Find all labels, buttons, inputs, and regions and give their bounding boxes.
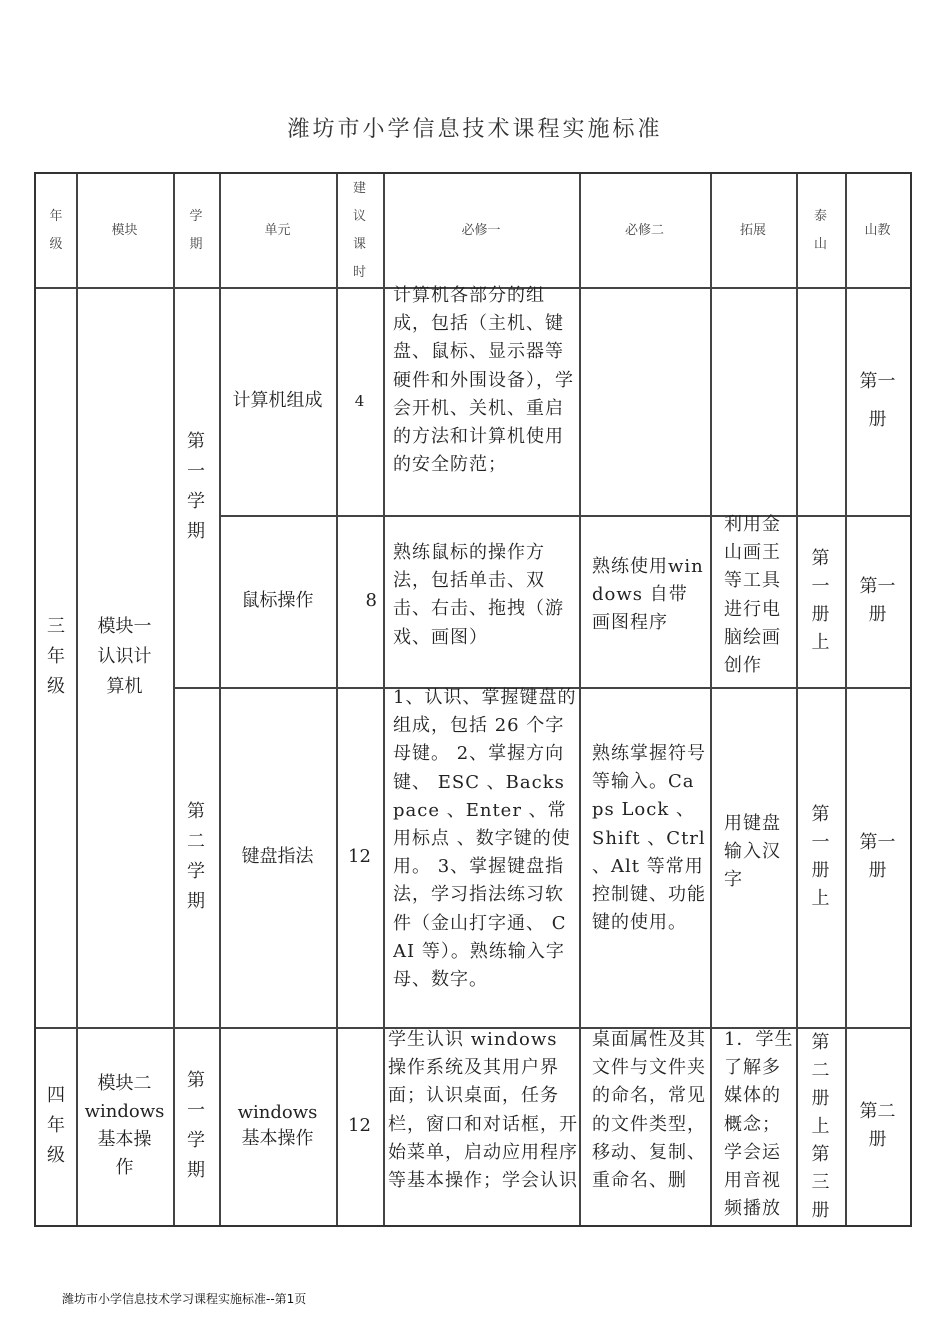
req1-text: 1、认识、掌握键盘的组成，包括 26 个字母键。 2、掌握方向键、 ESC 、Backspace 、Enter 、常用标点 、数字键的使用。 3、掌握键盘指法，学习指法练习软件（金山打字通、 CAI 等）。熟练输入字母、数字。: [393, 687, 577, 991]
req1-text: 计算机各部分的组成，包括（主机、键盘、鼠标、显示器等硬件和外围设备），学会开机、关机、重启的方法和计算机使用的安全防范；: [393, 285, 574, 476]
curriculum-table: [34, 172, 912, 1227]
term-1-cell: 第一学期: [187, 1070, 205, 1181]
shanjiao-cell: 第一册: [859, 832, 896, 881]
hours-cell: 8: [365, 590, 377, 611]
page-title: 潍坊市小学信息技术课程实施标准: [287, 117, 663, 142]
taishan-cell: 第一册上: [811, 804, 830, 909]
header-term: 学期: [189, 208, 203, 252]
header-req2: 必修二: [624, 222, 664, 238]
shanjiao-cell: 第二册: [859, 1101, 896, 1150]
header-unit: 单元: [264, 222, 291, 238]
shanjiao-cell: 第一册: [859, 371, 896, 430]
unit-cell: 键盘指法: [241, 846, 314, 867]
header-shanjiao: 山教: [864, 222, 891, 238]
header-hours: 建议课时: [352, 180, 366, 280]
header-module: 模块: [111, 222, 138, 238]
unit-cell: 计算机组成: [232, 390, 323, 411]
req2-text: 桌面属性及其文件与文件夹的命名，常见的文件类型，移动、复制、重命名、删: [592, 1029, 706, 1192]
taishan-cell: 第一册上: [811, 548, 830, 653]
unit-cell: windows 基本操作: [237, 1102, 318, 1149]
ext-text: 利用金山画王等工具进行电脑绘画创作: [724, 514, 781, 677]
term-1-cell: 第一学期: [187, 431, 205, 542]
header-req1: 必修一: [461, 222, 501, 238]
hours-cell: 4: [354, 392, 365, 410]
module-2-cell: 模块二 windows 基本操作: [84, 1073, 165, 1178]
term-2-cell: 第二学期: [187, 801, 205, 912]
req1-text: 学生认识 windows 操作系统及其用户界面；认识桌面，任务栏，窗口和对话框，开始菜单，启动应用程序等基本操作；学会认识: [388, 1029, 578, 1192]
unit-cell: 鼠标操作: [241, 590, 314, 611]
grade-3-cell: 三年级: [47, 616, 65, 697]
page-footer: 潍坊市小学信息技术学习课程实施标准--第1页: [62, 1292, 307, 1306]
header-grade: 年级: [49, 208, 63, 252]
hours-cell: 12: [348, 1115, 371, 1136]
module-1-cell: 模块一认识计算机: [97, 616, 152, 697]
grade-4-cell: 四年级: [47, 1085, 65, 1166]
req2-text: 熟练掌握符号等输入。Caps Lock 、Shift 、Ctrl 、Alt 等常用控制键、功能键的使用。: [592, 743, 706, 934]
header-ext: 拓展: [739, 222, 766, 238]
req2-text: 熟练使用windows 自带画图程序: [592, 556, 704, 634]
hours-cell: 12: [348, 846, 371, 867]
req1-text: 熟练鼠标的操作方法，包括单击、双击、右击、拖拽（游戏、画图）: [393, 542, 564, 648]
ext-text: 1．学生了解多媒体的概念；学会运用音视频播放: [724, 1029, 794, 1220]
shanjiao-cell: 第一册: [859, 576, 896, 625]
taishan-cell: 第二册上第三册: [811, 1032, 830, 1221]
header-taishan: 泰山: [813, 208, 827, 252]
ext-text: 用键盘输入汉字: [724, 813, 781, 891]
